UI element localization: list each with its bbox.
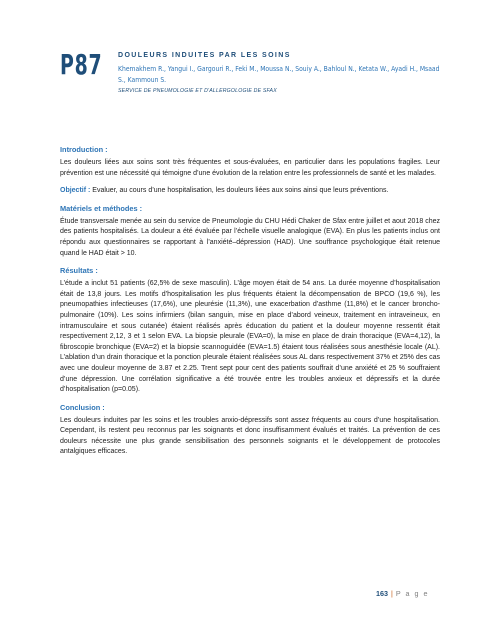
page-word: P a g e	[395, 589, 430, 598]
affiliation: SERVICE DE PNEUMOLOGIE ET D'ALLERGOLOGIE DE SFAX	[118, 88, 277, 94]
page-footer	[376, 589, 429, 598]
introduction-text: Les douleurs liées aux soins sont très fréquentes et sous-évaluées, en particulier dans les populations fragiles. Leur prévention est une nécessité qui témoigne d’une évolution de la relation entre les professionnels de santé et les malades.	[60, 159, 440, 177]
poster-code: P87	[60, 48, 103, 81]
objective-label: Objectif :	[60, 187, 91, 195]
abstract-title: DOULEURS INDUITES PAR LES SOINS	[118, 52, 291, 59]
objective-text: Evaluer, au cours d’une hospitalisation, les douleurs liées aux soins ainsi que leurs préventions.	[90, 187, 389, 195]
methods-text: Étude transversale menée au sein du service de Pneumologie du CHU Hédi Chaker de Sfax entre juillet et aout 2018 chez des patients hospitalisés. La douleur a été évaluée par l’échelle visuelle analogique (EVA). En plus les patients inclus ont répondu aux questionnaires se rapportant à l’anxiété–dépression (HAD). Une souffrance psychologique était retenue quand le HAD était > 10.	[60, 217, 440, 257]
methods-heading: Matériels et méthodes :	[60, 203, 143, 213]
footer-separator: |	[391, 589, 393, 598]
introduction-heading: Introduction :	[60, 145, 108, 154]
page-number: 163	[376, 589, 388, 598]
objective-paragraph	[60, 186, 440, 197]
conclusion-heading: Conclusion :	[60, 402, 105, 412]
results-text: L’étude a inclut 51 patients (62,5% de sexe masculin). L’âge moyen était de 54 ans. La durée moyenne d’hospitalisation était de 13,8 jours. Les motifs d’hospitalisation les plus fréquents étaient la décompensation de BPCO (19,6 %), les pneumopathies infectieuses (17,6%), une pleurésie (11,3%), une exacerbation d’asthme (11,8%) et le cancer broncho-pulmonaire (10%). Les soins infirmiers (bilan sanguin, mise en place d’abord veineux, traitement en intraveineux, en intramusculaire et sous cutanée) étaient réalisés après éducation du patient et la douleur moyenne ressentit était respectivement 2,12, 3 et 1 selon EVA. La biopsie pleurale (EVA=0), la mise en place de drain thoracique (EVA=4,12), la fibroscopie bronchique (EVA=2) et la biopsie scannoguidée (EVA=1.5) étaient tous réalisées sous anesthésie locale (AL). L’ablation d’un drain thoracique et la ponction pleurale étaient réalisées sous AL dans respectivement 37% et 25% des cas avec une douleur moyenne de 3.87 et 2.25. Trent sept pour cent des patients souffrait d’une anxiété et 25 % souffraient d’une dépression. Une corrélation significative a été trouvée entre les troubles anxieux et dépressifs et la durée d’hospitalisation (p=0.05).	[60, 280, 440, 394]
author-list: Khemakhem R., Yangui I., Gargouri R., Feki M., Moussa N., Souiy A., Bahloul N., Ketata W., Ayadi H., Msaad S., Kammoun S.	[118, 64, 440, 84]
abstract-body	[60, 145, 440, 465]
abstract-header	[118, 52, 448, 94]
conclusion-text: Les douleurs induites par les soins et les troubles anxio-dépressifs sont assez fréquents au cours d’une hospitalisation. Cependant, ils restent peu reconnus par les soignants et donc insuffisamment évalués et traités. La prévention de ces douleurs nécessite une plus grande sensibilisation des personnels soignants et le développement de protocoles antalgiques efficaces.	[60, 416, 440, 456]
results-heading: Résultats :	[60, 266, 98, 276]
